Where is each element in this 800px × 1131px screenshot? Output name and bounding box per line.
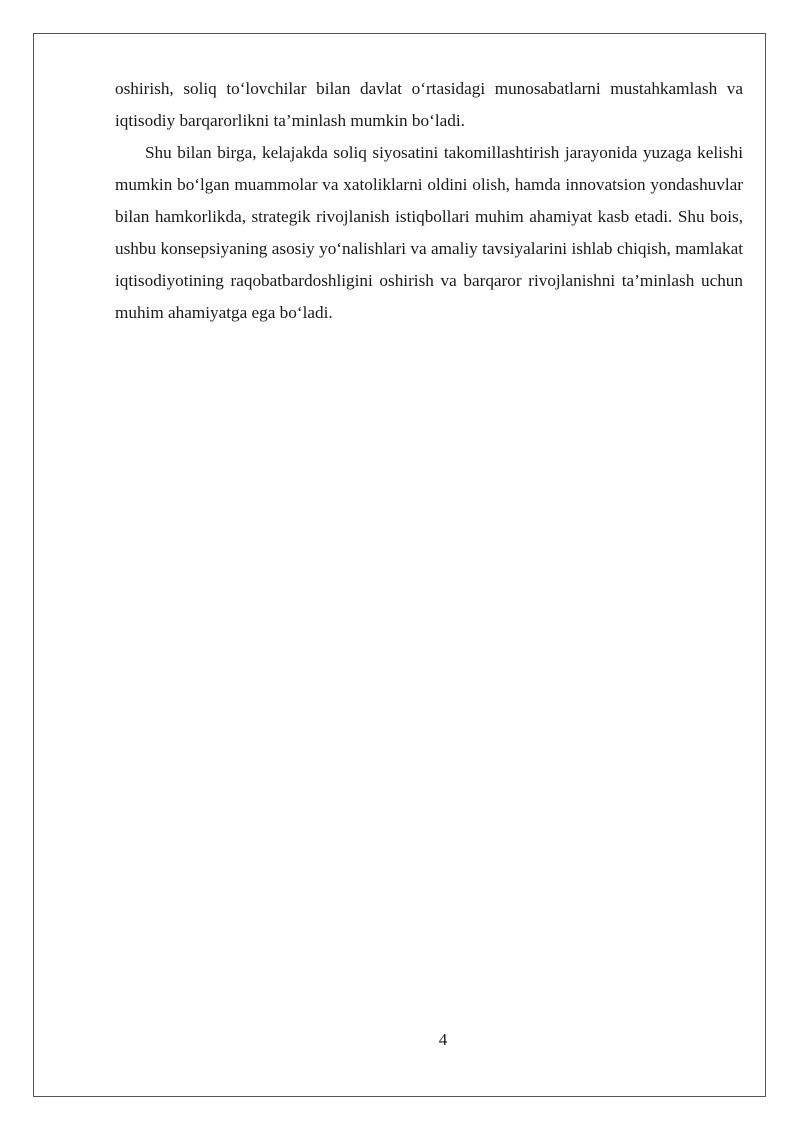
document-body (115, 73, 743, 329)
paragraph: Shu bilan birga, kelajakda soliq siyosatini takomillashtirish jarayonida yuzaga kelishi mumkin bo‘lgan muammolar va xatoliklarni oldini olish, hamda innovatsion yondashuvlar bilan hamkorlikda, strategik rivojlanish istiqbollari muhim ahamiyat kasb etadi. Shu bois, ushbu konsepsiyaning asosiy yo‘nalishlari va amaliy tavsiyalarini ishlab chiqish, mamlakat iqtisodiyotining raqobatbardoshligini oshirish va barqaror rivojlanishni ta’minlash uchun muhim ahamiyatga ega bo‘ladi. (115, 143, 743, 322)
paragraph-continuation: oshirish, soliq to‘lovchilar bilan davlat o‘rtasidagi munosabatlarni mustahkamlash va iqtisodiy barqarorlikni ta’minlash mumkin bo‘ladi. (115, 79, 743, 130)
page-number: 4 (438, 1030, 448, 1049)
